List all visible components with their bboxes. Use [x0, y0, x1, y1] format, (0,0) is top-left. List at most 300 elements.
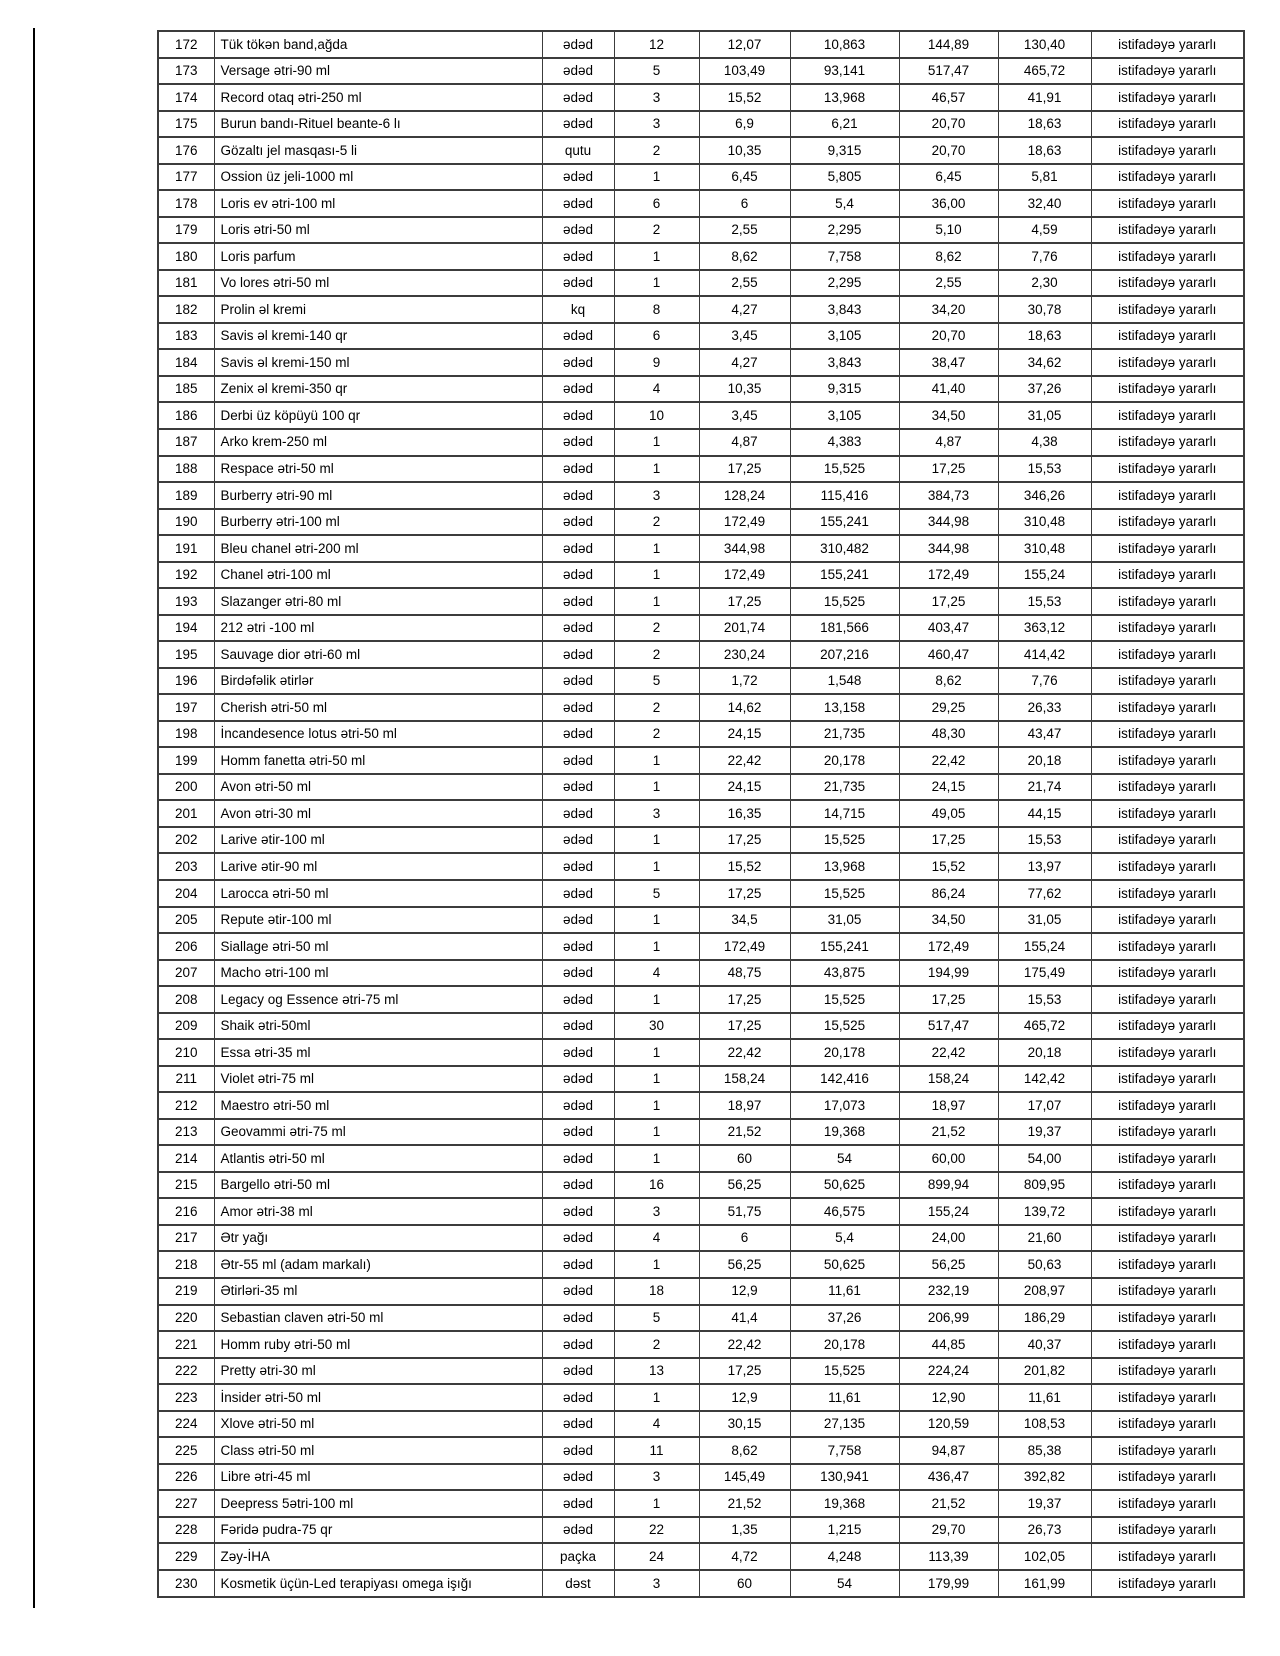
unit-price-cell: 17,25: [699, 1013, 790, 1040]
row-number-cell: 182: [158, 296, 214, 323]
table-row: [158, 1437, 1244, 1464]
status-cell: istifadəyə yararlı: [1091, 880, 1244, 907]
quantity-cell: 6: [614, 190, 699, 217]
total-price-cell: 49,05: [899, 800, 998, 827]
quantity-cell: 2: [614, 641, 699, 668]
item-name-cell: Ətr-55 ml (adam markalı): [214, 1251, 542, 1278]
quantity-cell: 30: [614, 1013, 699, 1040]
unit-cell: ədəd: [542, 588, 614, 615]
discounted-total-price-cell: 4,59: [998, 217, 1091, 244]
row-number-cell: 219: [158, 1278, 214, 1305]
discounted-unit-price-cell: 15,525: [790, 986, 899, 1013]
item-name-cell: Ətr yağı: [214, 1225, 542, 1252]
status-cell: istifadəyə yararlı: [1091, 429, 1244, 456]
item-name-cell: Bargello ətri-50 ml: [214, 1172, 542, 1199]
total-price-cell: 29,70: [899, 1517, 998, 1544]
discounted-unit-price-cell: 10,863: [790, 31, 899, 58]
total-price-cell: 8,62: [899, 243, 998, 270]
discounted-total-price-cell: 5,81: [998, 164, 1091, 191]
discounted-total-price-cell: 15,53: [998, 827, 1091, 854]
unit-cell: ədəd: [542, 1437, 614, 1464]
table-row: [158, 1464, 1244, 1491]
unit-cell: ədəd: [542, 1305, 614, 1332]
discounted-unit-price-cell: 3,105: [790, 323, 899, 350]
total-price-cell: 179,99: [899, 1570, 998, 1597]
quantity-cell: 3: [614, 1464, 699, 1491]
quantity-cell: 1: [614, 933, 699, 960]
discounted-total-price-cell: 31,05: [998, 402, 1091, 429]
discounted-unit-price-cell: 2,295: [790, 217, 899, 244]
discounted-total-price-cell: 26,73: [998, 1517, 1091, 1544]
discounted-total-price-cell: 139,72: [998, 1198, 1091, 1225]
discounted-unit-price-cell: 93,141: [790, 58, 899, 85]
unit-cell: ədəd: [542, 58, 614, 85]
item-name-cell: Record otaq ətri-250 ml: [214, 84, 542, 111]
quantity-cell: 3: [614, 1198, 699, 1225]
unit-price-cell: 21,52: [699, 1490, 790, 1517]
table-row: [158, 960, 1244, 987]
item-name-cell: Sauvage dior ətri-60 ml: [214, 641, 542, 668]
unit-price-cell: 17,25: [699, 456, 790, 483]
discounted-total-price-cell: 363,12: [998, 615, 1091, 642]
item-name-cell: İnsider ətri-50 ml: [214, 1384, 542, 1411]
table-row: [158, 1331, 1244, 1358]
quantity-cell: 1: [614, 774, 699, 801]
discounted-total-price-cell: 161,99: [998, 1570, 1091, 1597]
unit-cell: ədəd: [542, 1411, 614, 1438]
status-cell: istifadəyə yararlı: [1091, 1145, 1244, 1172]
row-number-cell: 190: [158, 509, 214, 536]
unit-price-cell: 10,35: [699, 137, 790, 164]
unit-cell: ədəd: [542, 800, 614, 827]
discounted-total-price-cell: 21,74: [998, 774, 1091, 801]
discounted-total-price-cell: 7,76: [998, 243, 1091, 270]
table-row: [158, 456, 1244, 483]
status-cell: istifadəyə yararlı: [1091, 1464, 1244, 1491]
total-price-cell: 17,25: [899, 588, 998, 615]
quantity-cell: 4: [614, 1225, 699, 1252]
discounted-total-price-cell: 34,62: [998, 349, 1091, 376]
unit-price-cell: 1,72: [699, 668, 790, 695]
table-row: [158, 323, 1244, 350]
discounted-unit-price-cell: 7,758: [790, 243, 899, 270]
item-name-cell: Burberry ətri-100 ml: [214, 509, 542, 536]
total-price-cell: 41,40: [899, 376, 998, 403]
discounted-unit-price-cell: 15,525: [790, 880, 899, 907]
discounted-unit-price-cell: 50,625: [790, 1251, 899, 1278]
quantity-cell: 5: [614, 58, 699, 85]
table-row: [158, 641, 1244, 668]
unit-price-cell: 8,62: [699, 243, 790, 270]
row-number-cell: 212: [158, 1092, 214, 1119]
discounted-total-price-cell: 37,26: [998, 376, 1091, 403]
item-name-cell: Ətirləri-35 ml: [214, 1278, 542, 1305]
status-cell: istifadəyə yararlı: [1091, 562, 1244, 589]
item-name-cell: Xlove ətri-50 ml: [214, 1411, 542, 1438]
row-number-cell: 217: [158, 1225, 214, 1252]
discounted-unit-price-cell: 130,941: [790, 1464, 899, 1491]
total-price-cell: 384,73: [899, 482, 998, 509]
unit-cell: ədəd: [542, 1278, 614, 1305]
discounted-total-price-cell: 208,97: [998, 1278, 1091, 1305]
unit-price-cell: 145,49: [699, 1464, 790, 1491]
discounted-unit-price-cell: 17,073: [790, 1092, 899, 1119]
unit-cell: ədəd: [542, 509, 614, 536]
discounted-total-price-cell: 346,26: [998, 482, 1091, 509]
item-name-cell: Larive ətir-100 ml: [214, 827, 542, 854]
discounted-unit-price-cell: 9,315: [790, 376, 899, 403]
total-price-cell: 38,47: [899, 349, 998, 376]
unit-price-cell: 6,9: [699, 111, 790, 138]
status-cell: istifadəyə yararlı: [1091, 721, 1244, 748]
quantity-cell: 2: [614, 217, 699, 244]
row-number-cell: 193: [158, 588, 214, 615]
row-number-cell: 229: [158, 1543, 214, 1570]
unit-cell: ədəd: [542, 429, 614, 456]
discounted-unit-price-cell: 9,315: [790, 137, 899, 164]
table-row: [158, 1013, 1244, 1040]
unit-price-cell: 172,49: [699, 933, 790, 960]
total-price-cell: 206,99: [899, 1305, 998, 1332]
discounted-unit-price-cell: 27,135: [790, 1411, 899, 1438]
discounted-unit-price-cell: 5,4: [790, 190, 899, 217]
unit-cell: ədəd: [542, 1039, 614, 1066]
status-cell: istifadəyə yararlı: [1091, 800, 1244, 827]
row-number-cell: 194: [158, 615, 214, 642]
status-cell: istifadəyə yararlı: [1091, 296, 1244, 323]
item-name-cell: Geovammi ətri-75 ml: [214, 1119, 542, 1146]
unit-price-cell: 128,24: [699, 482, 790, 509]
unit-price-cell: 17,25: [699, 880, 790, 907]
row-number-cell: 220: [158, 1305, 214, 1332]
unit-cell: qutu: [542, 137, 614, 164]
status-cell: istifadəyə yararlı: [1091, 1570, 1244, 1597]
item-name-cell: Loris ev ətri-100 ml: [214, 190, 542, 217]
row-number-cell: 191: [158, 535, 214, 562]
quantity-cell: 1: [614, 164, 699, 191]
discounted-total-price-cell: 43,47: [998, 721, 1091, 748]
total-price-cell: 172,49: [899, 562, 998, 589]
row-number-cell: 174: [158, 84, 214, 111]
unit-price-cell: 34,5: [699, 907, 790, 934]
unit-price-cell: 17,25: [699, 1358, 790, 1385]
discounted-unit-price-cell: 13,158: [790, 694, 899, 721]
quantity-cell: 16: [614, 1172, 699, 1199]
unit-price-cell: 24,15: [699, 774, 790, 801]
status-cell: istifadəyə yararlı: [1091, 137, 1244, 164]
quantity-cell: 2: [614, 615, 699, 642]
table-row: [158, 509, 1244, 536]
discounted-unit-price-cell: 310,482: [790, 535, 899, 562]
item-name-cell: Violet ətri-75 ml: [214, 1066, 542, 1093]
row-number-cell: 184: [158, 349, 214, 376]
inventory-table: [157, 30, 1245, 1598]
status-cell: istifadəyə yararlı: [1091, 1198, 1244, 1225]
unit-price-cell: 21,52: [699, 1119, 790, 1146]
quantity-cell: 3: [614, 111, 699, 138]
table-row: [158, 535, 1244, 562]
unit-price-cell: 16,35: [699, 800, 790, 827]
status-cell: istifadəyə yararlı: [1091, 747, 1244, 774]
row-number-cell: 201: [158, 800, 214, 827]
row-number-cell: 181: [158, 270, 214, 297]
table-row: [158, 376, 1244, 403]
status-cell: istifadəyə yararlı: [1091, 1251, 1244, 1278]
discounted-unit-price-cell: 20,178: [790, 747, 899, 774]
total-price-cell: 899,94: [899, 1172, 998, 1199]
item-name-cell: İncandesence lotus ətri-50 ml: [214, 721, 542, 748]
discounted-unit-price-cell: 20,178: [790, 1331, 899, 1358]
status-cell: istifadəyə yararlı: [1091, 164, 1244, 191]
unit-cell: ədəd: [542, 402, 614, 429]
status-cell: istifadəyə yararlı: [1091, 190, 1244, 217]
discounted-total-price-cell: 392,82: [998, 1464, 1091, 1491]
discounted-total-price-cell: 32,40: [998, 190, 1091, 217]
total-price-cell: 144,89: [899, 31, 998, 58]
unit-price-cell: 12,9: [699, 1278, 790, 1305]
unit-price-cell: 4,27: [699, 349, 790, 376]
discounted-unit-price-cell: 142,416: [790, 1066, 899, 1093]
total-price-cell: 60,00: [899, 1145, 998, 1172]
item-name-cell: Prolin əl kremi: [214, 296, 542, 323]
quantity-cell: 2: [614, 1331, 699, 1358]
table-row: [158, 907, 1244, 934]
status-cell: istifadəyə yararlı: [1091, 694, 1244, 721]
total-price-cell: 224,24: [899, 1358, 998, 1385]
discounted-unit-price-cell: 6,21: [790, 111, 899, 138]
table-row: [158, 243, 1244, 270]
unit-price-cell: 3,45: [699, 402, 790, 429]
total-price-cell: 44,85: [899, 1331, 998, 1358]
quantity-cell: 2: [614, 694, 699, 721]
table-row: [158, 1119, 1244, 1146]
quantity-cell: 10: [614, 402, 699, 429]
total-price-cell: 22,42: [899, 1039, 998, 1066]
table-row: [158, 482, 1244, 509]
item-name-cell: Larocca ətri-50 ml: [214, 880, 542, 907]
row-number-cell: 211: [158, 1066, 214, 1093]
discounted-unit-price-cell: 21,735: [790, 721, 899, 748]
unit-cell: ədəd: [542, 84, 614, 111]
quantity-cell: 1: [614, 907, 699, 934]
table-row: [158, 1570, 1244, 1597]
status-cell: istifadəyə yararlı: [1091, 615, 1244, 642]
discounted-unit-price-cell: 155,241: [790, 509, 899, 536]
table-row: [158, 1066, 1244, 1093]
table-row: [158, 296, 1244, 323]
status-cell: istifadəyə yararlı: [1091, 270, 1244, 297]
table-row: [158, 986, 1244, 1013]
item-name-cell: Tük tökən band,ağda: [214, 31, 542, 58]
table-row: [158, 1039, 1244, 1066]
status-cell: istifadəyə yararlı: [1091, 376, 1244, 403]
status-cell: istifadəyə yararlı: [1091, 402, 1244, 429]
unit-price-cell: 3,45: [699, 323, 790, 350]
discounted-unit-price-cell: 20,178: [790, 1039, 899, 1066]
table-row: [158, 217, 1244, 244]
item-name-cell: Savis əl kremi-150 ml: [214, 349, 542, 376]
discounted-total-price-cell: 54,00: [998, 1145, 1091, 1172]
row-number-cell: 187: [158, 429, 214, 456]
row-number-cell: 180: [158, 243, 214, 270]
item-name-cell: Siallage ətri-50 ml: [214, 933, 542, 960]
item-name-cell: Atlantis ətri-50 ml: [214, 1145, 542, 1172]
item-name-cell: Amor ətri-38 ml: [214, 1198, 542, 1225]
table-row: [158, 800, 1244, 827]
total-price-cell: 20,70: [899, 137, 998, 164]
discounted-total-price-cell: 809,95: [998, 1172, 1091, 1199]
total-price-cell: 232,19: [899, 1278, 998, 1305]
table-row: [158, 1305, 1244, 1332]
discounted-unit-price-cell: 37,26: [790, 1305, 899, 1332]
discounted-unit-price-cell: 15,525: [790, 827, 899, 854]
status-cell: istifadəyə yararlı: [1091, 1119, 1244, 1146]
table-row: [158, 721, 1244, 748]
table-row: [158, 137, 1244, 164]
status-cell: istifadəyə yararlı: [1091, 1172, 1244, 1199]
unit-cell: ədəd: [542, 376, 614, 403]
quantity-cell: 1: [614, 986, 699, 1013]
unit-cell: ədəd: [542, 986, 614, 1013]
row-number-cell: 214: [158, 1145, 214, 1172]
quantity-cell: 1: [614, 270, 699, 297]
unit-cell: ədəd: [542, 164, 614, 191]
quantity-cell: 1: [614, 535, 699, 562]
table-row: [158, 1278, 1244, 1305]
row-number-cell: 206: [158, 933, 214, 960]
discounted-unit-price-cell: 2,295: [790, 270, 899, 297]
status-cell: istifadəyə yararlı: [1091, 907, 1244, 934]
total-price-cell: 517,47: [899, 1013, 998, 1040]
status-cell: istifadəyə yararlı: [1091, 1278, 1244, 1305]
unit-cell: ədəd: [542, 1145, 614, 1172]
table-row: [158, 58, 1244, 85]
quantity-cell: 8: [614, 296, 699, 323]
table-row: [158, 933, 1244, 960]
discounted-total-price-cell: 142,42: [998, 1066, 1091, 1093]
quantity-cell: 1: [614, 456, 699, 483]
quantity-cell: 22: [614, 1517, 699, 1544]
item-name-cell: 212 ətri -100 ml: [214, 615, 542, 642]
total-price-cell: 24,00: [899, 1225, 998, 1252]
discounted-unit-price-cell: 5,4: [790, 1225, 899, 1252]
total-price-cell: 155,24: [899, 1198, 998, 1225]
unit-price-cell: 17,25: [699, 986, 790, 1013]
unit-cell: ədəd: [542, 323, 614, 350]
discounted-total-price-cell: 20,18: [998, 1039, 1091, 1066]
unit-price-cell: 60: [699, 1145, 790, 1172]
table-row: [158, 1411, 1244, 1438]
total-price-cell: 34,50: [899, 907, 998, 934]
item-name-cell: Loris parfum: [214, 243, 542, 270]
item-name-cell: Homm fanetta ətri-50 ml: [214, 747, 542, 774]
item-name-cell: Deepress 5ətri-100 ml: [214, 1490, 542, 1517]
discounted-total-price-cell: 13,97: [998, 853, 1091, 880]
quantity-cell: 1: [614, 1092, 699, 1119]
discounted-unit-price-cell: 15,525: [790, 1358, 899, 1385]
total-price-cell: 21,52: [899, 1119, 998, 1146]
status-cell: istifadəyə yararlı: [1091, 111, 1244, 138]
row-number-cell: 205: [158, 907, 214, 934]
total-price-cell: 22,42: [899, 747, 998, 774]
total-price-cell: 8,62: [899, 668, 998, 695]
table-row: [158, 1517, 1244, 1544]
status-cell: istifadəyə yararlı: [1091, 960, 1244, 987]
total-price-cell: 194,99: [899, 960, 998, 987]
status-cell: istifadəyə yararlı: [1091, 1437, 1244, 1464]
row-number-cell: 198: [158, 721, 214, 748]
unit-price-cell: 2,55: [699, 270, 790, 297]
unit-cell: ədəd: [542, 1358, 614, 1385]
unit-cell: ədəd: [542, 933, 614, 960]
discounted-unit-price-cell: 3,843: [790, 296, 899, 323]
discounted-total-price-cell: 20,18: [998, 747, 1091, 774]
table-row: [158, 349, 1244, 376]
unit-price-cell: 1,35: [699, 1517, 790, 1544]
unit-price-cell: 22,42: [699, 747, 790, 774]
unit-cell: ədəd: [542, 243, 614, 270]
quantity-cell: 12: [614, 31, 699, 58]
total-price-cell: 29,25: [899, 694, 998, 721]
total-price-cell: 344,98: [899, 509, 998, 536]
discounted-total-price-cell: 155,24: [998, 562, 1091, 589]
table-row: [158, 615, 1244, 642]
row-number-cell: 172: [158, 31, 214, 58]
unit-price-cell: 24,15: [699, 721, 790, 748]
unit-price-cell: 15,52: [699, 853, 790, 880]
quantity-cell: 1: [614, 1119, 699, 1146]
unit-cell: ədəd: [542, 1384, 614, 1411]
discounted-total-price-cell: 17,07: [998, 1092, 1091, 1119]
unit-price-cell: 201,74: [699, 615, 790, 642]
row-number-cell: 223: [158, 1384, 214, 1411]
discounted-total-price-cell: 465,72: [998, 1013, 1091, 1040]
quantity-cell: 13: [614, 1358, 699, 1385]
discounted-total-price-cell: 201,82: [998, 1358, 1091, 1385]
item-name-cell: Pretty ətri-30 ml: [214, 1358, 542, 1385]
discounted-unit-price-cell: 3,105: [790, 402, 899, 429]
unit-cell: ədəd: [542, 1119, 614, 1146]
status-cell: istifadəyə yararlı: [1091, 456, 1244, 483]
unit-price-cell: 172,49: [699, 509, 790, 536]
total-price-cell: 12,90: [899, 1384, 998, 1411]
unit-cell: ədəd: [542, 1517, 614, 1544]
table-row: [158, 429, 1244, 456]
discounted-total-price-cell: 41,91: [998, 84, 1091, 111]
discounted-total-price-cell: 108,53: [998, 1411, 1091, 1438]
table-row: [158, 270, 1244, 297]
row-number-cell: 216: [158, 1198, 214, 1225]
discounted-total-price-cell: 15,53: [998, 986, 1091, 1013]
unit-price-cell: 6: [699, 1225, 790, 1252]
discounted-total-price-cell: 19,37: [998, 1490, 1091, 1517]
discounted-total-price-cell: 85,38: [998, 1437, 1091, 1464]
row-number-cell: 197: [158, 694, 214, 721]
table-row: [158, 1198, 1244, 1225]
item-name-cell: Kosmetik üçün-Led terapiyası omega işığı: [214, 1570, 542, 1597]
quantity-cell: 3: [614, 1570, 699, 1597]
unit-price-cell: 14,62: [699, 694, 790, 721]
table-row: [158, 1543, 1244, 1570]
total-price-cell: 34,50: [899, 402, 998, 429]
item-name-cell: Burberry ətri-90 ml: [214, 482, 542, 509]
table-row: [158, 1145, 1244, 1172]
quantity-cell: 1: [614, 1490, 699, 1517]
unit-price-cell: 2,55: [699, 217, 790, 244]
status-cell: istifadəyə yararlı: [1091, 1013, 1244, 1040]
unit-price-cell: 51,75: [699, 1198, 790, 1225]
unit-cell: kq: [542, 296, 614, 323]
